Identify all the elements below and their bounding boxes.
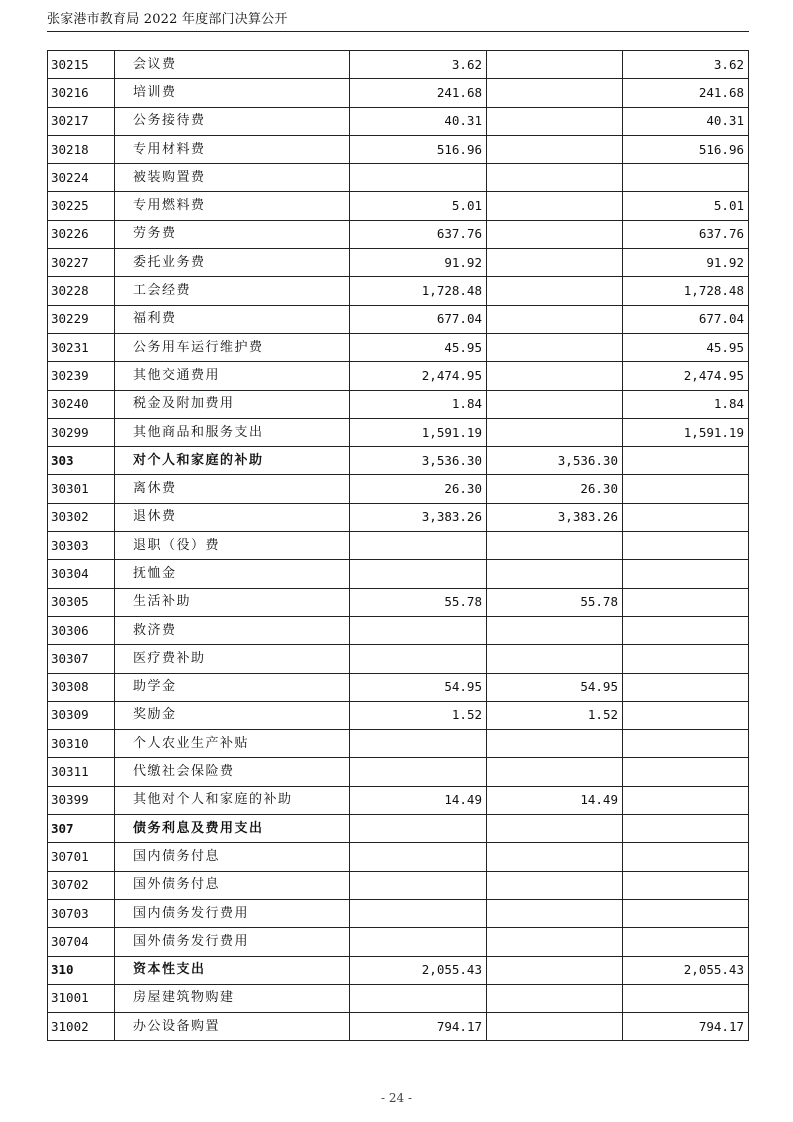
table-row <box>48 616 749 644</box>
cell-name: 其他交通费用 <box>115 362 350 390</box>
table-row <box>48 532 749 560</box>
cell-total: 14.49 <box>350 786 487 814</box>
cell-code: 30228 <box>48 277 115 305</box>
cell-project <box>623 984 749 1012</box>
cell-code: 30704 <box>48 928 115 956</box>
cell-code: 30239 <box>48 362 115 390</box>
cell-total: 3,383.26 <box>350 503 487 531</box>
cell-name: 会议费 <box>115 51 350 79</box>
cell-total: 1,728.48 <box>350 277 487 305</box>
cell-code: 30701 <box>48 843 115 871</box>
cell-name: 资本性支出 <box>115 956 350 984</box>
table-body <box>48 51 749 1041</box>
cell-code: 30229 <box>48 305 115 333</box>
cell-name: 退职（役）费 <box>115 532 350 560</box>
cell-total: 516.96 <box>350 135 487 163</box>
cell-total <box>350 730 487 758</box>
cell-project <box>623 928 749 956</box>
cell-name: 公务用车运行维护费 <box>115 333 350 361</box>
cell-basic <box>487 815 623 843</box>
cell-basic <box>487 249 623 277</box>
table-row <box>48 164 749 192</box>
cell-project <box>623 758 749 786</box>
cell-name: 对个人和家庭的补助 <box>115 447 350 475</box>
cell-project: 5.01 <box>623 192 749 220</box>
cell-basic <box>487 843 623 871</box>
cell-total: 91.92 <box>350 249 487 277</box>
cell-total: 2,474.95 <box>350 362 487 390</box>
cell-total: 54.95 <box>350 673 487 701</box>
cell-code: 30227 <box>48 249 115 277</box>
cell-total: 45.95 <box>350 333 487 361</box>
cell-project: 91.92 <box>623 249 749 277</box>
cell-name: 国外债务付息 <box>115 871 350 899</box>
table-row <box>48 645 749 673</box>
cell-name: 抚恤金 <box>115 560 350 588</box>
cell-total <box>350 843 487 871</box>
cell-project: 40.31 <box>623 107 749 135</box>
cell-name: 被装购置费 <box>115 164 350 192</box>
cell-name: 救济费 <box>115 616 350 644</box>
table-row <box>48 928 749 956</box>
cell-project: 1,728.48 <box>623 277 749 305</box>
table-row <box>48 984 749 1012</box>
table-row <box>48 956 749 984</box>
cell-project: 1.84 <box>623 390 749 418</box>
cell-project: 241.68 <box>623 79 749 107</box>
cell-code: 30240 <box>48 390 115 418</box>
cell-name: 助学金 <box>115 673 350 701</box>
cell-code: 30216 <box>48 79 115 107</box>
cell-total: 5.01 <box>350 192 487 220</box>
cell-total: 637.76 <box>350 220 487 248</box>
table-row <box>48 701 749 729</box>
cell-total: 3,536.30 <box>350 447 487 475</box>
expenditure-table <box>47 50 749 1041</box>
cell-code: 307 <box>48 815 115 843</box>
cell-code: 30311 <box>48 758 115 786</box>
cell-code: 30231 <box>48 333 115 361</box>
cell-total <box>350 532 487 560</box>
table-row <box>48 277 749 305</box>
cell-basic <box>487 220 623 248</box>
cell-name: 工会经费 <box>115 277 350 305</box>
table-row <box>48 305 749 333</box>
table-row <box>48 79 749 107</box>
cell-total: 794.17 <box>350 1013 487 1041</box>
table-row <box>48 843 749 871</box>
cell-name: 国外债务发行费用 <box>115 928 350 956</box>
cell-code: 310 <box>48 956 115 984</box>
table-row <box>48 871 749 899</box>
cell-total <box>350 616 487 644</box>
table-row <box>48 362 749 390</box>
cell-basic <box>487 79 623 107</box>
cell-total <box>350 928 487 956</box>
cell-code: 30299 <box>48 418 115 446</box>
cell-name: 奖励金 <box>115 701 350 729</box>
cell-total <box>350 645 487 673</box>
cell-name: 专用材料费 <box>115 135 350 163</box>
cell-code: 30301 <box>48 475 115 503</box>
cell-project <box>623 730 749 758</box>
cell-project <box>623 645 749 673</box>
cell-name: 国内债务付息 <box>115 843 350 871</box>
cell-total: 55.78 <box>350 588 487 616</box>
cell-basic <box>487 645 623 673</box>
cell-code: 30399 <box>48 786 115 814</box>
cell-name: 医疗费补助 <box>115 645 350 673</box>
table-row <box>48 333 749 361</box>
cell-total: 677.04 <box>350 305 487 333</box>
cell-project: 2,055.43 <box>623 956 749 984</box>
cell-basic <box>487 928 623 956</box>
table-row <box>48 1013 749 1041</box>
page-number: - 24 - <box>380 1091 412 1105</box>
table-row <box>48 560 749 588</box>
cell-basic <box>487 899 623 927</box>
cell-total <box>350 899 487 927</box>
cell-code: 30306 <box>48 616 115 644</box>
table-row <box>48 730 749 758</box>
cell-project <box>623 673 749 701</box>
table-row <box>48 758 749 786</box>
cell-project <box>623 164 749 192</box>
cell-code: 31002 <box>48 1013 115 1041</box>
cell-code: 30224 <box>48 164 115 192</box>
table-row <box>48 447 749 475</box>
cell-project: 794.17 <box>623 1013 749 1041</box>
cell-code: 30305 <box>48 588 115 616</box>
cell-code: 30215 <box>48 51 115 79</box>
cell-project <box>623 532 749 560</box>
cell-project: 516.96 <box>623 135 749 163</box>
cell-basic <box>487 192 623 220</box>
cell-code: 30217 <box>48 107 115 135</box>
cell-code: 30702 <box>48 871 115 899</box>
cell-total <box>350 164 487 192</box>
cell-code: 30303 <box>48 532 115 560</box>
table-row <box>48 390 749 418</box>
cell-basic <box>487 532 623 560</box>
cell-basic <box>487 305 623 333</box>
cell-code: 30304 <box>48 560 115 588</box>
cell-total <box>350 984 487 1012</box>
cell-basic <box>487 164 623 192</box>
cell-total: 26.30 <box>350 475 487 503</box>
cell-name: 退休费 <box>115 503 350 531</box>
cell-basic <box>487 956 623 984</box>
table-row <box>48 51 749 79</box>
cell-code: 30703 <box>48 899 115 927</box>
cell-project: 637.76 <box>623 220 749 248</box>
cell-project: 677.04 <box>623 305 749 333</box>
cell-basic <box>487 984 623 1012</box>
cell-code: 30310 <box>48 730 115 758</box>
cell-name: 生活补助 <box>115 588 350 616</box>
table-row <box>48 899 749 927</box>
cell-project: 3.62 <box>623 51 749 79</box>
cell-code: 30307 <box>48 645 115 673</box>
cell-basic <box>487 560 623 588</box>
cell-project: 2,474.95 <box>623 362 749 390</box>
cell-name: 国内债务发行费用 <box>115 899 350 927</box>
cell-name: 办公设备购置 <box>115 1013 350 1041</box>
cell-basic <box>487 107 623 135</box>
cell-total <box>350 871 487 899</box>
cell-code: 30302 <box>48 503 115 531</box>
table-row <box>48 249 749 277</box>
table-row <box>48 815 749 843</box>
cell-project <box>623 871 749 899</box>
cell-name: 专用燃料费 <box>115 192 350 220</box>
cell-basic <box>487 333 623 361</box>
cell-total: 1,591.19 <box>350 418 487 446</box>
cell-project <box>623 815 749 843</box>
cell-project <box>623 560 749 588</box>
cell-total: 241.68 <box>350 79 487 107</box>
cell-project <box>623 475 749 503</box>
cell-project <box>623 616 749 644</box>
table-row <box>48 503 749 531</box>
cell-name: 离休费 <box>115 475 350 503</box>
cell-basic: 1.52 <box>487 701 623 729</box>
cell-name: 税金及附加费用 <box>115 390 350 418</box>
table-row <box>48 192 749 220</box>
table-row <box>48 418 749 446</box>
cell-project <box>623 843 749 871</box>
table-row <box>48 588 749 616</box>
cell-name: 个人农业生产补贴 <box>115 730 350 758</box>
cell-basic <box>487 730 623 758</box>
cell-project <box>623 899 749 927</box>
cell-name: 代缴社会保险费 <box>115 758 350 786</box>
cell-name: 房屋建筑物购建 <box>115 984 350 1012</box>
cell-name: 福利费 <box>115 305 350 333</box>
cell-project <box>623 503 749 531</box>
cell-name: 委托业务费 <box>115 249 350 277</box>
cell-basic <box>487 277 623 305</box>
cell-name: 债务利息及费用支出 <box>115 815 350 843</box>
cell-code: 303 <box>48 447 115 475</box>
cell-basic: 3,383.26 <box>487 503 623 531</box>
cell-basic <box>487 418 623 446</box>
cell-basic: 26.30 <box>487 475 623 503</box>
cell-code: 31001 <box>48 984 115 1012</box>
cell-code: 30309 <box>48 701 115 729</box>
cell-basic <box>487 616 623 644</box>
header-rule <box>47 31 749 32</box>
cell-name: 其他对个人和家庭的补助 <box>115 786 350 814</box>
cell-total <box>350 815 487 843</box>
cell-basic <box>487 390 623 418</box>
cell-total: 2,055.43 <box>350 956 487 984</box>
cell-project <box>623 786 749 814</box>
cell-total: 3.62 <box>350 51 487 79</box>
cell-name: 培训费 <box>115 79 350 107</box>
cell-project <box>623 588 749 616</box>
cell-basic <box>487 362 623 390</box>
table-row <box>48 135 749 163</box>
cell-name: 其他商品和服务支出 <box>115 418 350 446</box>
document-header-title: 张家港市教育局 2022 年度部门决算公开 <box>47 12 288 27</box>
cell-name: 公务接待费 <box>115 107 350 135</box>
table-row <box>48 220 749 248</box>
cell-name: 劳务费 <box>115 220 350 248</box>
cell-project: 1,591.19 <box>623 418 749 446</box>
cell-basic <box>487 871 623 899</box>
cell-code: 30225 <box>48 192 115 220</box>
cell-total: 1.52 <box>350 701 487 729</box>
cell-basic: 3,536.30 <box>487 447 623 475</box>
cell-code: 30218 <box>48 135 115 163</box>
cell-total <box>350 758 487 786</box>
cell-basic <box>487 135 623 163</box>
cell-basic <box>487 1013 623 1041</box>
cell-code: 30226 <box>48 220 115 248</box>
table-row <box>48 475 749 503</box>
table-row <box>48 673 749 701</box>
cell-basic: 54.95 <box>487 673 623 701</box>
cell-total: 1.84 <box>350 390 487 418</box>
cell-code: 30308 <box>48 673 115 701</box>
cell-total <box>350 560 487 588</box>
cell-basic <box>487 51 623 79</box>
cell-total: 40.31 <box>350 107 487 135</box>
cell-basic <box>487 758 623 786</box>
cell-project <box>623 701 749 729</box>
cell-project <box>623 447 749 475</box>
cell-project: 45.95 <box>623 333 749 361</box>
cell-basic: 55.78 <box>487 588 623 616</box>
table-row <box>48 786 749 814</box>
cell-basic: 14.49 <box>487 786 623 814</box>
table-row <box>48 107 749 135</box>
